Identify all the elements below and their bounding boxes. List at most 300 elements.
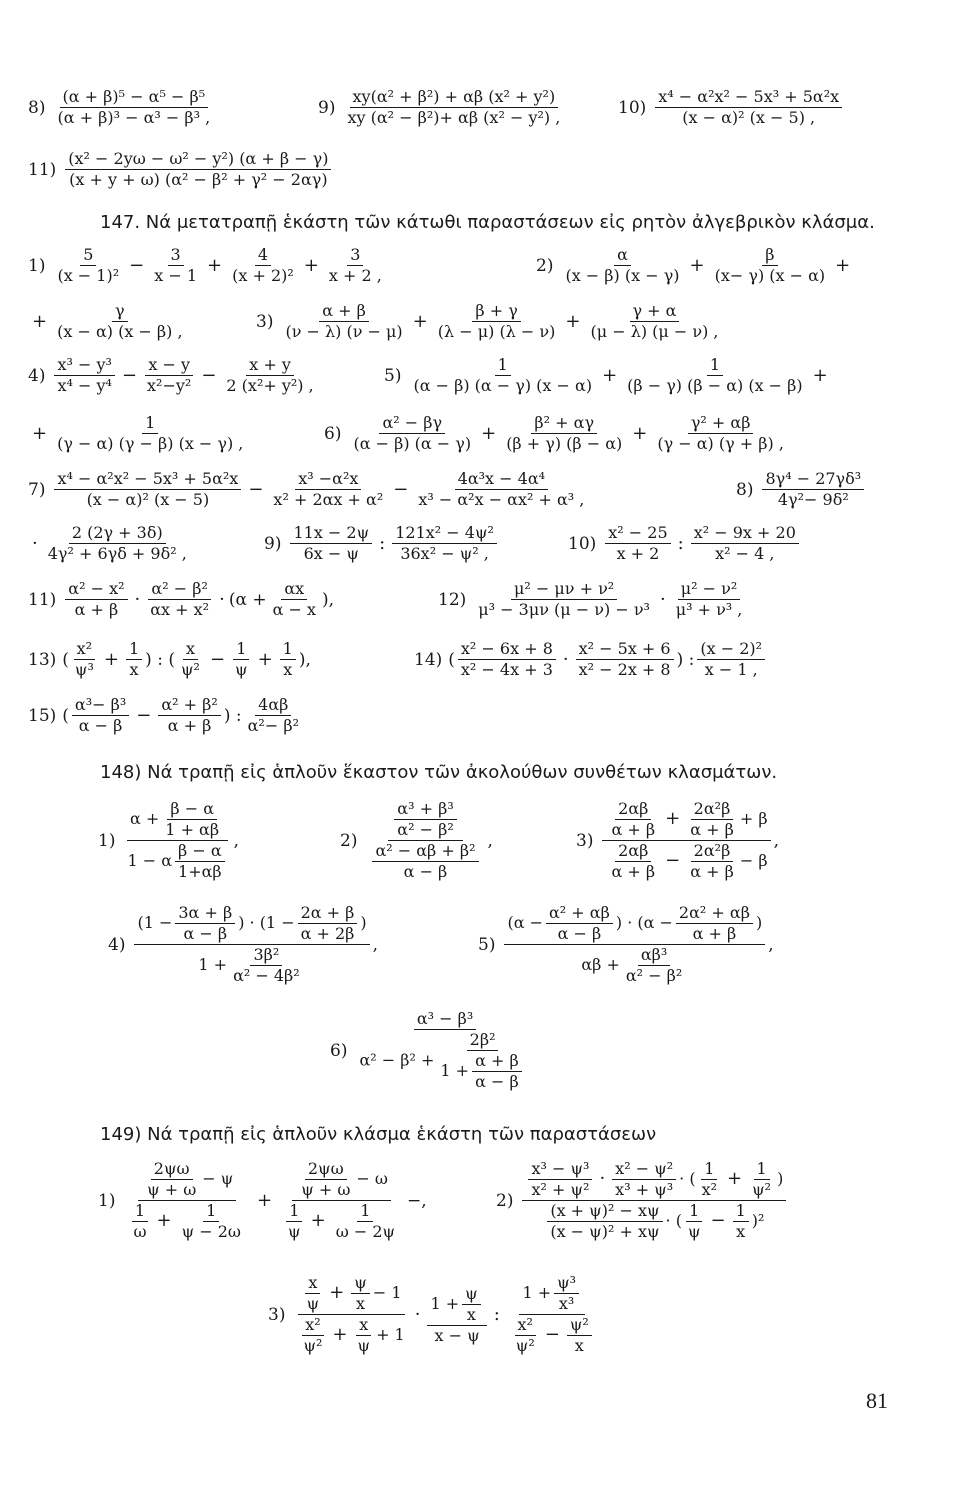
operator: + — [103, 649, 119, 670]
denominator: (x − β) (x − γ) — [565, 266, 680, 285]
fraction — [54, 414, 246, 453]
numerator — [298, 1274, 405, 1315]
denominator: α + β — [692, 924, 737, 943]
fraction — [179, 1202, 244, 1241]
fraction — [372, 842, 478, 881]
numerator: (x² − 2yω − ω² − y²) (α + β − γ) — [65, 150, 331, 170]
numerator: 4αβ — [255, 696, 291, 716]
item-number: 2) — [536, 255, 554, 276]
numerator: 1 — [707, 356, 723, 376]
fraction — [326, 246, 385, 285]
denominator: xy (α² − β²)+ αβ (x² − y²) , — [347, 108, 561, 127]
denominator: α − β — [78, 716, 123, 735]
comma: , — [773, 830, 779, 851]
compound-fraction — [124, 800, 230, 881]
fraction — [65, 580, 127, 619]
numerator: α² − x² — [65, 580, 127, 600]
fraction — [691, 524, 799, 563]
numerator: xy(α² + β²) + αβ (x² + y²) — [350, 88, 559, 108]
operator: · — [32, 533, 38, 554]
numerator: x − y — [145, 356, 193, 376]
numerator: 2ψω — [305, 1160, 347, 1180]
denominator: x — [356, 1294, 366, 1313]
comma: −, — [407, 1190, 427, 1211]
denominator — [279, 1201, 404, 1241]
fraction — [175, 904, 235, 943]
ex147-item-3 — [256, 302, 725, 341]
numerator: α³ − β³ — [414, 1010, 476, 1030]
denominator: x − ψ — [434, 1325, 480, 1345]
numerator: x³ − y³ — [54, 356, 114, 376]
numerator: 1 — [132, 1202, 148, 1222]
denominator: (x + y + ω) (α² − β² + γ² − 2αγ) — [69, 170, 328, 189]
fraction — [298, 904, 358, 943]
numerator: 1 — [495, 356, 511, 376]
item-11 — [28, 150, 334, 189]
compound-fraction — [427, 1285, 486, 1345]
numerator: 1 — [142, 414, 158, 434]
numerator: 2αβ — [615, 842, 651, 862]
fraction — [72, 696, 129, 735]
compound-fraction — [356, 1010, 533, 1091]
ex149-item-1 — [98, 1160, 427, 1241]
paren-divide: ) : ( — [145, 649, 175, 670]
numerator: 11x − 2ψ — [290, 524, 372, 544]
prefix: αβ + — [581, 955, 620, 974]
operator: − — [710, 1210, 726, 1231]
term: − β — [739, 851, 768, 870]
denominator — [294, 1315, 407, 1355]
operator: + — [303, 255, 319, 276]
item-number: 4) — [108, 934, 126, 955]
operator: − — [209, 649, 226, 670]
operator: : — [379, 533, 386, 554]
fraction — [270, 470, 386, 509]
numerator: α² + αβ — [546, 904, 613, 924]
numerator: x² — [74, 640, 95, 660]
numerator: 1 — [357, 1202, 373, 1222]
denominator: α + β — [690, 820, 734, 839]
fraction — [45, 524, 190, 563]
operator: + — [32, 311, 48, 332]
numerator: ψ — [351, 1274, 370, 1294]
denominator: α + β — [611, 862, 656, 881]
operator: − — [121, 365, 138, 386]
numerator: 2α²β — [691, 800, 734, 820]
denominator: (ν − λ) (ν − μ) — [285, 322, 403, 341]
comma: , — [487, 830, 493, 851]
denominator: x + 2 , — [328, 266, 382, 285]
fraction — [392, 524, 497, 563]
denominator: x³ + ψ³ — [615, 1180, 674, 1199]
denominator — [437, 1051, 527, 1091]
item-number: 11) — [28, 159, 57, 180]
numerator — [427, 1285, 486, 1326]
fraction — [608, 800, 658, 839]
denominator: ψ³ — [74, 660, 94, 679]
operator: + — [481, 423, 497, 444]
denominator: (x− γ) (x − α) — [714, 266, 826, 285]
ex147-item-1 — [28, 246, 388, 285]
denominator: x² − 4x + 3 — [460, 660, 553, 679]
denominator: ψ² — [180, 660, 200, 679]
numerator: ψ — [462, 1285, 481, 1305]
middle: ) · (1 − — [238, 913, 295, 932]
denominator: ψ + ω — [147, 1180, 197, 1199]
numerator — [602, 800, 770, 841]
denominator: (x − ψ)² + xψ — [550, 1222, 660, 1241]
term: + β — [739, 809, 768, 828]
fraction — [655, 88, 842, 127]
denominator: (β − γ) (β − α) (x − β) — [627, 376, 803, 395]
numerator: β − α — [167, 800, 217, 820]
prefix: 1 − α — [127, 851, 173, 870]
denominator: x − 1 , — [704, 660, 758, 679]
ex147-item-5-cont — [28, 414, 249, 453]
denominator: 1 + αβ — [165, 820, 220, 839]
denominator: ψ² — [303, 1336, 323, 1355]
prefix: 1 + — [198, 955, 228, 974]
denominator: α − β — [403, 862, 448, 881]
fraction — [232, 640, 251, 679]
fraction — [687, 842, 737, 881]
operator: − — [665, 850, 681, 871]
item-number: 9) — [264, 533, 282, 554]
fraction — [687, 800, 737, 839]
item-number: 7) — [28, 479, 46, 500]
comma: , — [372, 934, 379, 955]
fraction — [72, 640, 97, 679]
numerator: x⁴ − α²x² − 5x³ + 5α²x — [655, 88, 842, 108]
comma: , — [233, 830, 240, 851]
operator: + — [329, 1282, 345, 1303]
operator: + — [256, 1190, 273, 1211]
item-8 — [28, 88, 216, 127]
denominator: 4γ²− 9δ² — [777, 490, 849, 509]
denominator: x² + ψ² — [531, 1180, 590, 1199]
denominator: x — [574, 1336, 584, 1355]
fraction — [608, 842, 658, 881]
operator: + — [565, 311, 581, 332]
fraction — [513, 1316, 538, 1355]
denominator: 36x² − ψ² , — [400, 544, 489, 563]
numerator: x³ −α²x — [295, 470, 361, 490]
ex148-item-4 — [108, 904, 378, 985]
numerator: αx — [281, 580, 307, 600]
denominator: α − x — [272, 600, 316, 619]
paren-open: ( — [62, 649, 69, 670]
numerator: x — [183, 640, 198, 660]
item-number: 13) — [28, 649, 57, 670]
fraction — [503, 414, 625, 453]
numerator: 2α² + αβ — [676, 904, 753, 924]
prefix: 1 + — [522, 1283, 552, 1302]
fraction — [712, 246, 829, 285]
fraction — [733, 1202, 749, 1241]
fraction — [546, 904, 613, 943]
operator: − — [544, 1324, 560, 1345]
operator: : — [677, 533, 684, 554]
fraction — [437, 1031, 527, 1091]
item-10 — [618, 88, 845, 127]
compound-fraction — [504, 904, 765, 985]
fraction — [175, 842, 225, 881]
fraction — [144, 356, 194, 395]
item-number: 2) — [496, 1190, 514, 1211]
exercise-148-heading: 148) Νά τραπῇ εἰς ἁπλοῦν ἕκαστον τῶν ἀκολούθων συνθέτων κλασμάτων. — [100, 762, 778, 783]
fraction — [462, 1285, 481, 1324]
denominator: ψ − 2ω — [181, 1222, 241, 1241]
compound-fraction — [602, 800, 770, 881]
numerator: μ² − μν + ν² — [511, 580, 617, 600]
denominator: (α − β) (α − γ) (x − α) — [413, 376, 593, 395]
denominator — [578, 945, 691, 985]
operator: : — [493, 1304, 500, 1325]
denominator: α − β — [557, 924, 602, 943]
fraction — [554, 1274, 579, 1313]
denominator: (γ − α) (γ − β) (x − γ) , — [57, 434, 244, 453]
denominator: ω − 2ψ — [335, 1222, 396, 1241]
numerator: αβ³ — [638, 946, 670, 966]
denominator: x — [736, 1222, 746, 1241]
paren-open: · ( — [679, 1169, 696, 1188]
operator: + — [812, 365, 828, 386]
compound-fraction — [507, 1274, 598, 1355]
denominator: 4γ² + 6γδ + 9δ² , — [47, 544, 187, 563]
item-number: 11) — [28, 589, 57, 610]
operator: + — [689, 255, 705, 276]
operator: · — [562, 649, 569, 670]
fraction — [223, 356, 316, 395]
denominator: ω — [133, 1222, 147, 1241]
fraction — [54, 302, 185, 341]
denominator: (x + 2)² — [232, 266, 294, 285]
numerator: 3 — [347, 246, 363, 266]
numerator — [127, 800, 228, 841]
ex147-item-8 — [736, 470, 867, 509]
numerator: x² − 5x + 6 — [576, 640, 674, 660]
ex147-item-14 — [414, 640, 768, 679]
numerator: α³− β³ — [72, 696, 129, 716]
ex147-item-11 — [28, 580, 334, 619]
fraction — [230, 946, 303, 985]
numerator — [519, 1274, 585, 1315]
item-number: 6) — [324, 423, 342, 444]
ex147-item-4 — [28, 356, 320, 395]
numerator: 2α²β — [691, 842, 734, 862]
paren-open: ( — [62, 705, 69, 726]
item-number: 1) — [98, 830, 116, 851]
numerator — [388, 800, 462, 841]
denominator: (γ − α) (γ + β) , — [657, 434, 784, 453]
fraction — [612, 1160, 676, 1199]
denominator — [507, 1315, 598, 1355]
prefix: (1 − — [137, 913, 173, 932]
fraction — [697, 640, 765, 679]
denominator — [124, 841, 230, 881]
numerator: α + β — [319, 302, 369, 322]
paren-close: )² — [751, 1211, 765, 1230]
numerator: (x − 2)² — [697, 640, 765, 660]
paren-open: (α + — [228, 589, 267, 610]
page-number: 81 — [866, 1388, 888, 1413]
numerator: 8γ⁴ − 27γδ³ — [762, 470, 864, 490]
denominator: x³ — [558, 1294, 575, 1313]
operator: + — [412, 311, 428, 332]
numerator: x — [356, 1316, 371, 1336]
term: − 1 — [372, 1283, 402, 1302]
numerator — [522, 1160, 786, 1201]
denominator: α² − β² — [397, 820, 454, 839]
numerator: 2β² — [467, 1031, 499, 1051]
denominator — [356, 1030, 533, 1091]
denominator: ψ² — [515, 1336, 535, 1355]
operator: + — [207, 255, 223, 276]
numerator: 3β² — [250, 946, 282, 966]
operator: − — [248, 479, 264, 500]
denominator: ψ — [235, 660, 248, 679]
numerator: x² — [302, 1316, 323, 1336]
denominator: (β + γ) (β − α) — [506, 434, 623, 453]
fraction — [130, 1202, 149, 1241]
numerator: β + γ — [472, 302, 520, 322]
fraction — [415, 470, 587, 509]
fraction — [178, 640, 203, 679]
denominator — [195, 945, 308, 985]
fraction — [151, 246, 200, 285]
ex147-item-12 — [438, 580, 748, 619]
exercise-147-heading: 147. Νά μετατραπῇ ἑκάστη τῶν κάτωθι παραστάσεων εἰς ρητὸν ἀλγεβρικὸν κλάσμα. — [100, 212, 875, 233]
paren-close: ), — [321, 589, 335, 610]
numerator: ψ² — [567, 1316, 592, 1336]
numerator: 121x² − 4ψ² — [392, 524, 497, 544]
paren-close: ) : — [223, 705, 242, 726]
operator: + — [257, 649, 273, 670]
numerator: x⁴ − α²x² − 5x³ + 5α²x — [54, 470, 241, 490]
numerator: x² — [515, 1316, 536, 1336]
denominator: (x − α)² (x − 5) — [86, 490, 210, 509]
numerator: (x + ψ)² − xψ — [547, 1202, 662, 1222]
fraction — [587, 302, 721, 341]
ex147-item-9 — [264, 524, 500, 563]
denominator: α + 2β — [300, 924, 355, 943]
operator: · — [134, 589, 141, 610]
denominator: ψ — [357, 1336, 371, 1355]
item-number: 8) — [28, 97, 46, 118]
denominator: x — [283, 660, 293, 679]
middle: ) · (α − — [615, 913, 673, 932]
ex147-item-15 — [28, 696, 305, 735]
denominator: μ³ − 3μν (μ − ν) − ν³ — [478, 600, 650, 619]
fraction — [350, 414, 474, 453]
denominator — [602, 841, 770, 881]
compound-fraction — [522, 1160, 786, 1241]
ex147-item-13 — [28, 640, 311, 679]
denominator: x³ − α²x − αx² + α³ , — [418, 490, 585, 509]
numerator: α² − β² — [148, 580, 210, 600]
numerator: x² − ψ² — [612, 1160, 676, 1180]
item-number: 6) — [330, 1040, 348, 1061]
item-number: 1) — [98, 1190, 116, 1211]
item-9 — [318, 88, 566, 127]
numerator — [134, 904, 369, 945]
operator: + — [32, 423, 48, 444]
fraction — [576, 640, 674, 679]
ex147-item-7 — [28, 470, 590, 509]
numerator: 4α³x − 4α⁴ — [455, 470, 548, 490]
numerator: 1 — [733, 1202, 749, 1222]
fraction — [333, 1202, 398, 1241]
ex148-item-6 — [330, 1010, 537, 1091]
prefix: α² − β² + — [359, 1050, 435, 1070]
ex147-item-2-cont — [28, 302, 189, 341]
ex149-item-3 — [268, 1274, 601, 1355]
denominator: x — [129, 660, 139, 679]
numerator: ψ³ — [554, 1274, 579, 1294]
denominator: x² − 2x + 8 — [578, 660, 671, 679]
fraction — [475, 580, 653, 619]
item-number: 10) — [618, 97, 647, 118]
numerator: 2αβ — [615, 800, 651, 820]
operator: + — [310, 1210, 326, 1231]
numerator: 1 — [203, 1202, 219, 1222]
numerator: 1 — [233, 640, 249, 660]
denominator: 2 (x²+ y²) , — [226, 376, 314, 395]
denominator: x² − 4 , — [715, 544, 775, 563]
fraction — [304, 1274, 323, 1313]
fraction — [282, 302, 405, 341]
denominator: x² — [701, 1180, 718, 1199]
fraction — [528, 1160, 592, 1199]
denominator: x⁴ − y⁴ — [57, 376, 112, 395]
fraction — [699, 1160, 720, 1199]
operator: − — [201, 365, 217, 386]
denominator: (x − 1)² — [57, 266, 120, 285]
compound-fraction — [366, 800, 484, 881]
ex148-item-5 — [478, 904, 774, 985]
ex147-item-8-cont — [28, 524, 193, 563]
fraction — [344, 88, 563, 127]
operator: − — [129, 255, 145, 276]
denominator: μ³ + ν³ , — [675, 600, 743, 619]
numerator: γ — [112, 302, 128, 322]
fraction — [654, 414, 787, 453]
paren-open: ( — [448, 649, 455, 670]
fraction — [147, 580, 212, 619]
denominator: αx + x² — [150, 600, 210, 619]
denominator: α + β — [690, 862, 734, 881]
compound-fraction — [294, 1274, 407, 1355]
ex148-item-3 — [576, 800, 779, 881]
denominator: (x − α) (x − β) , — [57, 322, 183, 341]
fraction — [270, 580, 319, 619]
prefix: 1 + — [440, 1061, 470, 1080]
denominator: 6x − ψ — [303, 544, 359, 563]
fraction — [54, 470, 241, 509]
fraction — [749, 1160, 774, 1199]
denominator: x² + 2αx + α² — [273, 490, 384, 509]
numerator: β − α — [175, 842, 225, 862]
fraction — [158, 696, 220, 735]
term: + 1 — [376, 1325, 405, 1344]
operator: · — [414, 1304, 421, 1325]
denominator: α + β — [167, 716, 212, 735]
prefix: α + — [130, 809, 160, 828]
numerator: β — [762, 246, 777, 266]
fraction — [458, 640, 556, 679]
ex148-item-2 — [340, 800, 493, 881]
denominator: α − β — [475, 1072, 519, 1091]
